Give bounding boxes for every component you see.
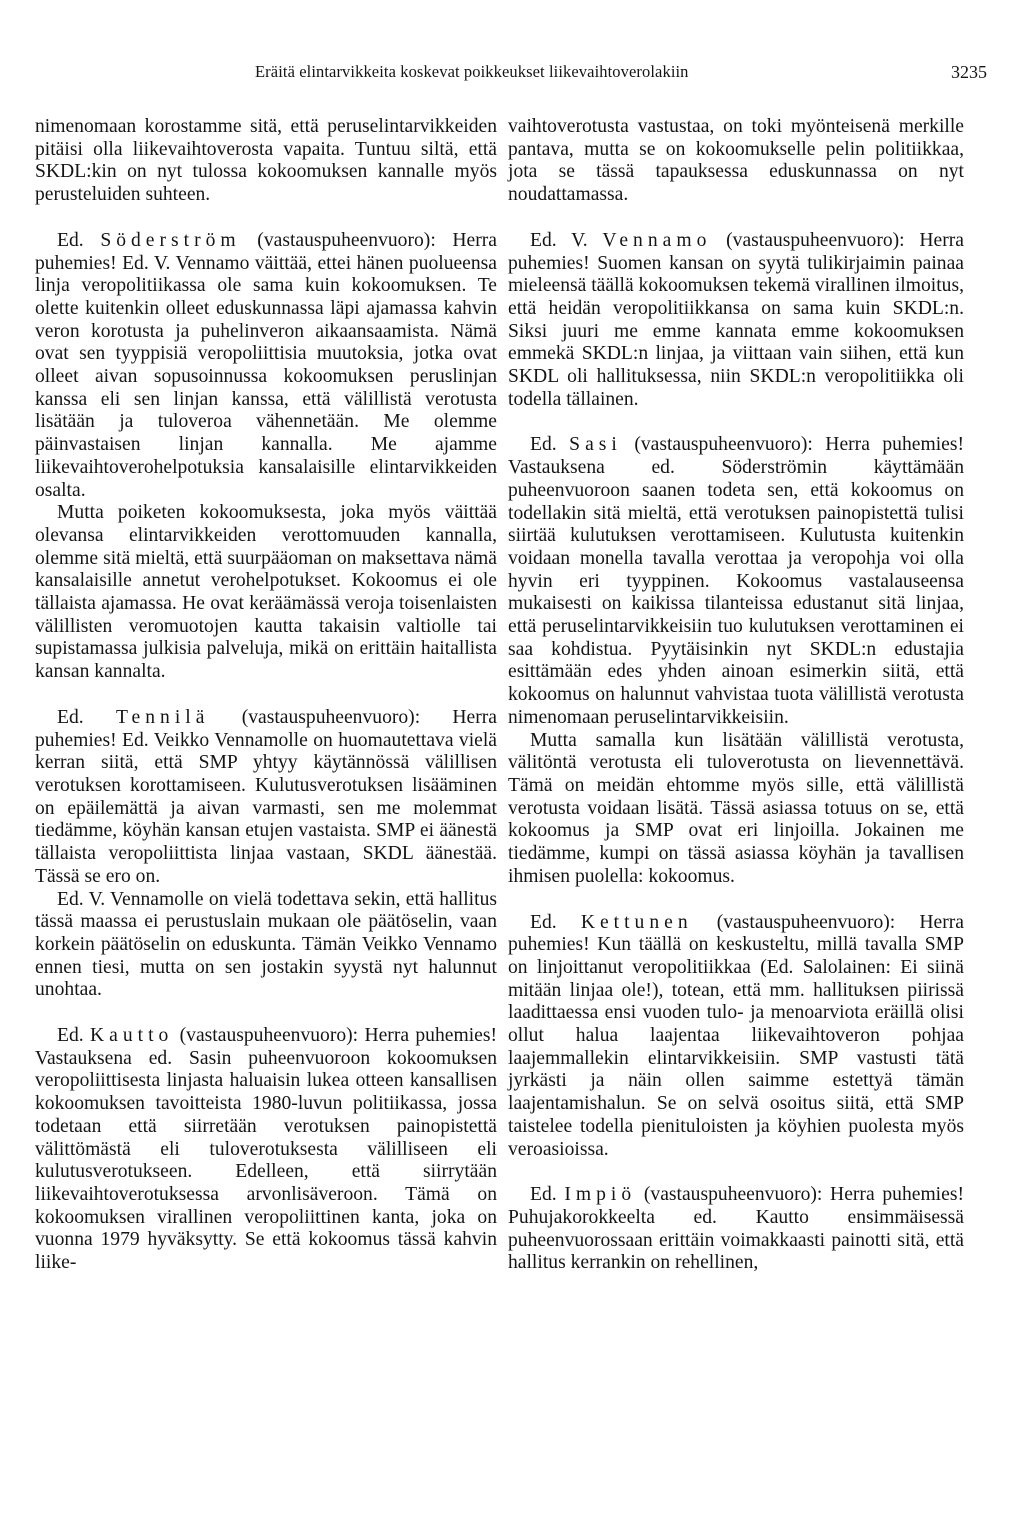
paragraph: Mutta samalla kun lisätään välillistä verotusta, välitöntä verotusta eli tuloverotusta on lievennettävä. Tämä on meidän ehtomme myös sille, että välillistä verotusta voidaan lisätä. Tässä asiassa totuus on se, että kokoomus ja SMP ovat eri linjoilla. Jokainen me tiedämme, kumpi on tässä asiassa köyhän ja tavallisen ihmisen puolella: kokoomus.: [508, 729, 964, 887]
running-title: Eräitä elintarvikkeita koskevat poikkeukset liikevaihtoverolakiin: [255, 62, 689, 81]
speech-prefix: Ed.: [57, 1025, 84, 1047]
speech-prefix: Ed. V.: [530, 229, 588, 251]
speech-prefix: Ed.: [57, 706, 84, 728]
speaker-name: Vennamo: [602, 229, 712, 251]
paragraph-continuation: vaihtoverotusta vastustaa, on toki myönteisenä merkille pantava, mutta se on kokoomukselle pelin politiikkaa, jota se tässä tapauksessa eduskunnassa on nyt noudattamassa.: [508, 116, 964, 206]
speaker-name: Söderström: [100, 229, 241, 251]
speaker-name: Sasi: [569, 434, 622, 456]
speaker-name: Kettunen: [580, 911, 693, 933]
speech-vennamo: [508, 230, 964, 412]
speech-soderstrom: [35, 230, 497, 502]
speech-text: (vastauspuheenvuoro): Herra puhemies! Vastauksena ed. Sasin puheenvuoroon kokoomuksen veropoliittisesta linjasta haluaisin lukea otteen kansallisen kokoomuksen tavoitteista 1980-luvun politiikassa, jossa todetaan että siirretään verotuksen painopistettä välittömästä eli tuloverotuksesta välilliseen eli kulutusverotukseen. Edelleen, että siirrytään liikevaihtoverotuksessa arvonlisäveroon. Tämä on kokoomuksen virallinen veropoliittinen kanta, joka on vuonna 1979 hyväksytty. Se että kokoomus tässä kahvin liike-: [35, 1025, 497, 1274]
page-number: 3235: [951, 62, 987, 82]
left-column: [35, 116, 497, 1275]
speech-kettunen: [508, 912, 964, 1162]
paragraph: Mutta poiketen kokoomuksesta, joka myös väittää olevansa elintarvikkeiden verottomuuden kannalla, olemme sitä mieltä, että suurpääoman on maksettava nämä kansalaisille annetut verohelpotukset. Kokoomus ei ole tällaista ajamassa. He ovat keräämässä veroja toisenlaisten välillisten veromuotojen kautta takaisin valtiolle tai supistamassa julkisia palveluja, mikä on erittäin haitallista kansan kannalta.: [35, 502, 497, 683]
speaker-name: Impiö: [564, 1184, 637, 1206]
paragraph-continuation: nimenomaan korostamme sitä, että peruselintarvikkeiden pitäisi olla liikevaihtoverosta vapaita. Tuntuu siltä, että SKDL:kin on nyt tulossa kokoomuksen kannalle myös perusteluiden suhteen.: [35, 116, 497, 206]
speech-text: (vastauspuheenvuoro): Herra puhemies! Suomen kansan on syytä tulikirjaimin painaa mieleensä täällä kokoomuksen tekemä virallinen ilmoitus, että heidän veropolitiikkansa on sama kuin SKDL:n. Siksi juuri me emme kannata emme kokoomuksen emmekä SKDL:n linjaa, ja viittaan vain siihen, että kun SKDL oli hallituksessa, niin SKDL:n veropolitiikka oli todella tällainen.: [508, 229, 964, 410]
speech-prefix: Ed.: [57, 229, 84, 251]
speech-kautto: [35, 1025, 497, 1275]
paragraph: Ed. V. Vennamolle on vielä todettava sekin, että hallitus tässä maassa ei perustuslain mukaan ole päätöselin, vaan korkein päätöselin on eduskunta. Tämän Veikko Vennamo ennen tiesi, mutta on sen jostakin syystä nyt halunnut unohtaa.: [35, 888, 497, 1001]
speech-text: (vastauspuheenvuoro): Herra puhemies! Ed. Veikko Vennamolle on huomautettava vielä kerran siitä, että SMP yhtyy käytännössä välillisen verotuksen korottamiseen. Kulutusverotuksen lisääminen on epäilemättä ja aivan varmasti, sen me molemmat tiedämme, köyhän kansan etujen vastaista. SMP ei äänestä tällaista veropoliittista linjaa vastaan, SKDL äänestää. Tässä se ero on.: [35, 706, 498, 887]
right-column: [508, 116, 964, 1275]
speech-impio: [508, 1184, 964, 1275]
speech-text: (vastauspuheenvuoro): Herra puhemies! Vastauksena ed. Söderströmin käyttämään puheenvuoroon saanen todeta sen, että kokoomus on todellakin sitä mieltä, että verotuksen painopistettä tulisi siirtää kulutuksen verottamiseen. Kulutusta kuitenkin voidaan monella tavalla verottaa ja veropohja voi olla hyvin eri tyyppinen. Kokoomus vastalauseensa mukaisesti on kaikissa tilanteissa edustanut sitä linjaa, että peruselintarvikkeisiin tuo kulutuksen verottaminen ei saa kohdistua. Pyytäisinkin nyt SKDL:n edustajia esittämään edes yhden ainoan esimerkin siitä, että kokoomus on halunnut vahvistaa tuota välillistä verotusta nimenomaan peruselintarvikkeisiin.: [508, 434, 964, 728]
speaker-name: Tennilä: [115, 706, 210, 728]
speech-text: (vastauspuheenvuoro): Herra puhemies! Puhujakorokkeelta ed. Kautto ensimmäisessä puheenvuorossaan erittäin voimakkaasti painotti sitä, että hallitus kerrankin on rehellinen,: [508, 1184, 964, 1274]
speech-text: (vastauspuheenvuoro): Herra puhemies! Kun täällä on keskusteltu, millä tavalla SMP on linjoittanut veropolitiikkaa (Ed. Salolainen: Ei siinä mitään linjaa ole!), totean, että mm. hallituksen piirissä laadittaessa ensi vuoden tulo- ja menoarviota eräillä olisi ollut halua laajentaa liikevaihtoveron pohjaa laajemmallekin elintarvikkeisiin. SMP vastusti tätä jyrkästi ja näin ollen saimme estettyä tämän laajentamishalun. Se on selvä osoitus siitä, että SMP taistelee todella pienituloisten ja köyhien puolesta myös veroasioissa.: [508, 911, 964, 1160]
speech-prefix: Ed.: [530, 1184, 557, 1206]
speech-tennila: [35, 707, 497, 889]
speech-sasi: [508, 434, 964, 729]
speech-prefix: Ed.: [530, 911, 557, 933]
speech-text: (vastauspuheenvuoro): Herra puhemies! Ed. V. Vennamo väittää, ettei hänen puolueensa linja veropolitiikassa ole sama kuin kokoomuksen. Te olette kuitenkin olleet eduskunnassa läpi ajamassa kahvin veron korotusta ja puhelinveron aikaansaamista. Nämä ovat sen tyyppisiä veropoliittisia muutoksia, jotka ovat olleet aivan sopusoinnussa kokoomuksen peruslinjan kanssa eli sen linjan kanssa, että välillistä verotusta lisätään ja tuloveroa vähennetään. Me olemme päinvastaisen linjan kannalla. Me ajamme liikevaihtoverohelpotuksia kansalaisille elintarvikkeiden osalta.: [35, 229, 497, 501]
running-header: [0, 62, 1024, 86]
speaker-name: Kautto: [90, 1025, 174, 1047]
speech-prefix: Ed.: [530, 434, 557, 456]
